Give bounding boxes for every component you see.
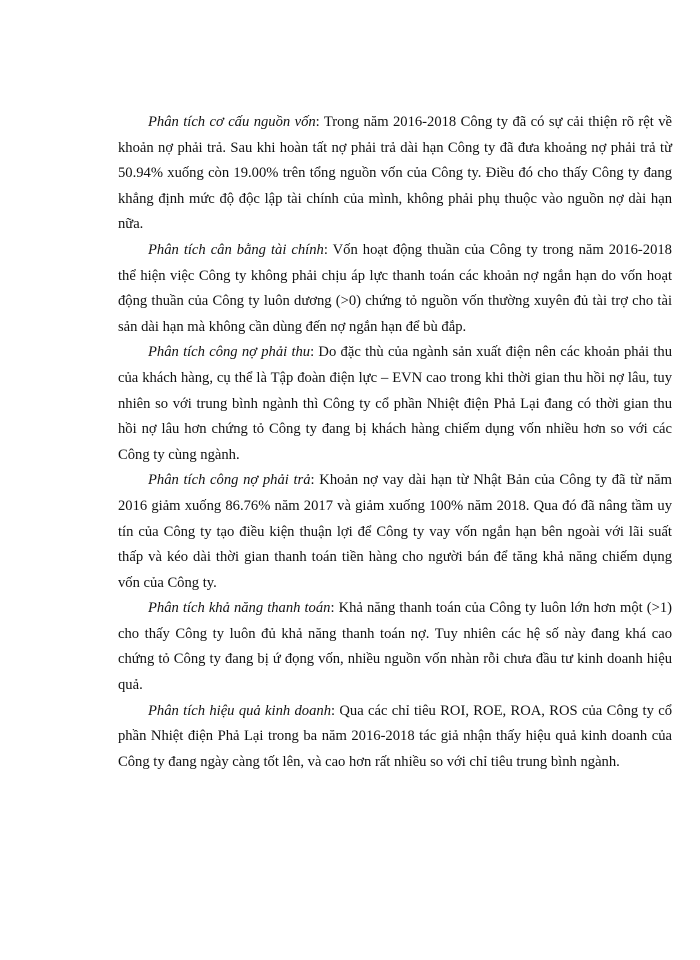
paragraph-label: Phân tích hiệu quả kinh doanh <box>148 702 331 719</box>
paragraph-solvency <box>118 596 672 698</box>
paragraph-label: Phân tích công nợ phải thu <box>148 344 311 361</box>
paragraph-text: : Do đặc thù của ngành sản xuất điện nên các khoản phải thu của khách hàng, cụ thể là Tập đoàn điện lực – EVN cao trong khi thời gian thu hồi nợ lâu, tuy nhiên so với trung bình ngành thì Công ty cổ phần Nhiệt điện Phả Lại đang có thời gian thu hồi nợ lâu hơn chứng tỏ Công ty đang bị khách hàng chiếm dụng vốn nhiều hơn so với các Công ty cùng ngành. <box>118 344 672 463</box>
paragraph-payables <box>118 468 672 596</box>
paragraph-financial-balance <box>118 238 672 340</box>
paragraph-label: Phân tích khả năng thanh toán <box>148 600 331 617</box>
paragraph-label: Phân tích cân bằng tài chính <box>148 241 324 258</box>
paragraph-text: : Vốn hoạt động thuần của Công ty trong năm 2016-2018 thể hiện việc Công ty không phải chịu áp lực thanh toán các khoản nợ ngắn hạn do vốn hoạt động thuần của Công ty luôn dương (>0) chứng tỏ nguồn vốn thường xuyên đủ tài trợ cho tài sản dài hạn mà không cần dùng đến nợ ngắn hạn để bù đắp. <box>118 241 672 335</box>
paragraph-text: : Khoản nợ vay dài hạn từ Nhật Bản của Công ty đã từ năm 2016 giảm xuống 86.76% năm 2017 và giảm xuống 100% năm 2018. Qua đó đã nâng tầm uy tín của Công ty tạo điều kiện thuận lợi để Công ty vay vốn ngắn hạn bên ngoài với lãi suất thấp và kéo dài thời gian thanh toán tiền hàng cho người bán để tăng khả năng chiếm dụng vốn của Công ty. <box>118 472 672 591</box>
paragraph-text: : Trong năm 2016-2018 Công ty đã có sự cải thiện rõ rệt về khoản nợ phải trả. Sau khi hoàn tất nợ phải trả dài hạn Công ty đã đưa khoảng nợ phải trả từ 50.94% xuống còn 19.00% trên tổng nguồn vốn của Công ty. Điều đó cho thấy Công ty đang khẳng định mức độ độc lập tài chính của mình, không phải phụ thuộc vào nguồn nợ dài hạn nữa. <box>118 114 673 233</box>
paragraph-business-efficiency <box>118 699 672 776</box>
paragraph-receivables <box>118 340 672 468</box>
paragraph-text: : Khả năng thanh toán của Công ty luôn lớn hơn một (>1) cho thấy Công ty luôn đủ khả năng thanh toán nợ. Tuy nhiên các hệ số này đang khá cao chứng tỏ Công ty đang bị ứ đọng vốn, nhiều nguồn vốn nhàn rỗi chưa đầu tư kinh doanh hiệu quả. <box>118 600 672 694</box>
paragraph-text: : Qua các chỉ tiêu ROI, ROE, ROA, ROS của Công ty cổ phần Nhiệt điện Phả Lại trong ba năm 2016-2018 tác giả nhận thấy hiệu quả kinh doanh của Công ty đang ngày càng tốt lên, và cao hơn rất nhiều so với chỉ tiêu trung bình ngành. <box>118 702 673 770</box>
paragraph-capital-structure <box>118 110 672 238</box>
document-page <box>118 110 672 775</box>
paragraph-label: Phân tích công nợ phải trả <box>148 472 311 489</box>
paragraph-label: Phân tích cơ cấu nguồn vốn <box>148 114 316 130</box>
